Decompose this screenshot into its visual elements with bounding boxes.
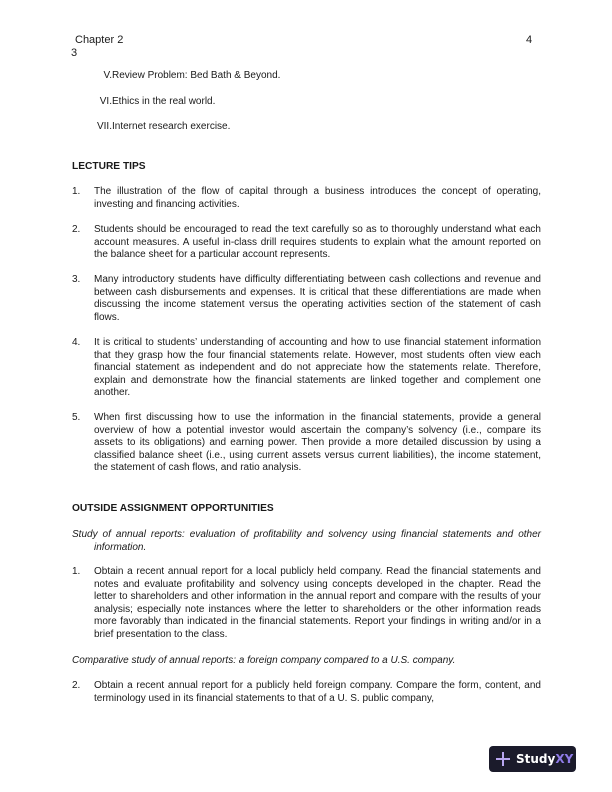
item-number: 2. (72, 680, 81, 691)
lecture-tip-item (72, 224, 541, 262)
item-text: Many introductory students have difficulty differentiating between cash collections and revenue and between cash disbursements and expenses. It is critical that these differentiations are made when discussing the income statement versus the operating activities section of the statement of cash flows. (94, 274, 541, 323)
plus-icon (496, 752, 510, 766)
page-number-left: 3 (71, 47, 78, 59)
outline-item (72, 96, 572, 108)
outline-text: Review Problem: Bed Bath & Beyond. (112, 70, 281, 81)
assignment-item (72, 566, 541, 641)
outline-item (72, 70, 572, 82)
item-number: 1. (72, 186, 81, 197)
page-number-right: 4 (526, 34, 533, 46)
item-number: 5. (72, 412, 81, 423)
subtitle-text: Study of annual reports: evaluation of profitability and solvency using financial statements and other information. (72, 529, 541, 553)
studyxy-badge[interactable] (489, 746, 576, 772)
assignment-item (72, 680, 541, 705)
assignment-subtitle (72, 655, 541, 668)
outline-text: Ethics in the real world. (112, 96, 216, 107)
outline-number: V. (103, 70, 112, 81)
outline-number: VI. (99, 96, 112, 107)
item-number: 2. (72, 224, 81, 235)
lecture-tips-heading: LECTURE TIPS (72, 161, 146, 172)
lecture-tip-item (72, 186, 541, 211)
item-text: It is critical to students’ understanding of accounting and how to use financial statement information that they grasp how the four financial statements relate. However, most students often view each financial statement as independent and do not appreciate how the statements relate. Therefore, explain and demonstrate how the financial statements are linked together and complement one another. (94, 337, 541, 398)
outside-assignments-heading: OUTSIDE ASSIGNMENT OPPORTUNITIES (72, 503, 274, 514)
item-number: 4. (72, 337, 81, 348)
brand-part-study: Study (516, 752, 556, 766)
item-text: Students should be encouraged to read the text carefully so as to thoroughly understand what each account measures. A useful in-class drill requires students to explain what the amount reported on the balance sheet for a particular account represents. (94, 224, 541, 260)
item-text: Obtain a recent annual report for a publicly held foreign company. Compare the form, content, and terminology used in its financial statements to that of a U. S. public company, (94, 680, 541, 704)
item-text: Obtain a recent annual report for a local publicly held company. Read the financial statements and notes and evaluate profitability and solvency using concepts developed in the chapter. Read the letter to shareholders and other information in the annual report and compare with the results of your analysis; especially note instances where the letter to shareholders or the other information reads more favorably than indicated in the financial statements. Report your findings in writing and/or in a brief presentation to the class. (94, 566, 541, 640)
item-number: 1. (72, 566, 81, 577)
brand-name (516, 752, 573, 766)
item-text: When first discussing how to use the information in the financial statements, provide a general overview of how a potential investor would ascertain the company’s solvency (i.e., compare its assets to its obligations) and earning power. Then provide a more detailed discussion by using a classified balance sheet (i.e., using current assets versus current liabilities), the income statement, the statement of cash flows, and ratio analysis. (94, 412, 541, 473)
lecture-tip-item (72, 274, 541, 324)
assignment-subtitle (72, 529, 541, 554)
item-text: The illustration of the flow of capital through a business introduces the concept of operating, investing and financing activities. (94, 186, 541, 210)
chapter-label: Chapter 2 (75, 34, 124, 46)
lecture-tip-item (72, 412, 541, 475)
outline-text: Internet research exercise. (112, 121, 231, 132)
item-number: 3. (72, 274, 81, 285)
outline-number: VII. (96, 121, 112, 132)
brand-part-xy: XY (555, 752, 574, 766)
outline-item (72, 121, 572, 133)
lecture-tip-item (72, 337, 541, 400)
subtitle-text: Comparative study of annual reports: a foreign company compared to a U.S. company. (72, 655, 456, 666)
